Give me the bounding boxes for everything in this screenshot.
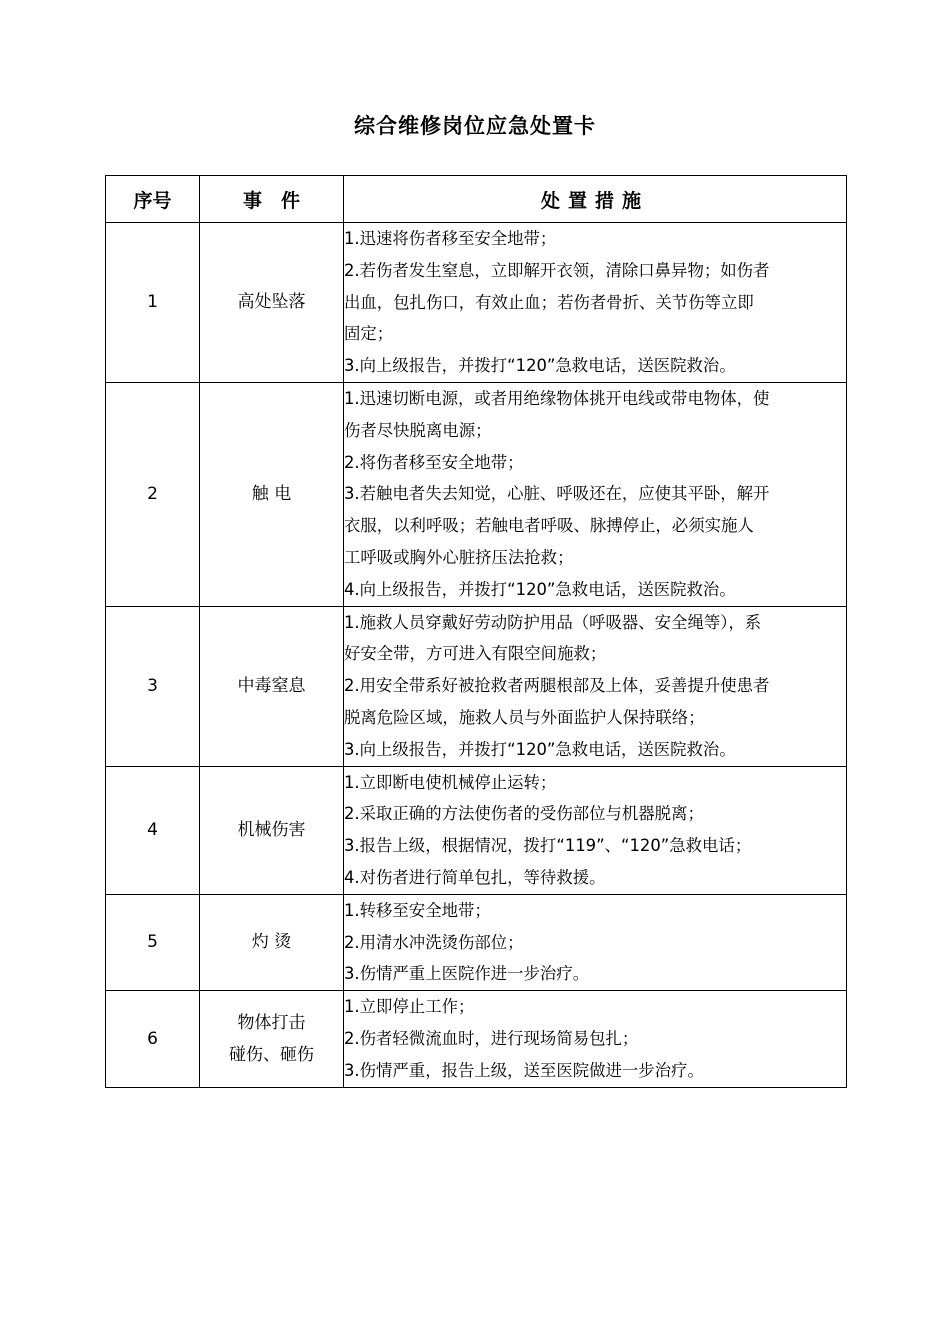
measure-line: 1.转移至安全地带； [344,900,491,920]
measure-line: 固定； [344,324,394,344]
measure-line: 1.立即停止工作； [344,997,475,1017]
row-measures [344,894,847,990]
measure-line: 3.向上级报告，并拨打“120”急救电话，送医院救治。 [344,739,736,759]
measure-line: 3.若触电者失去知觉，心脏、呼吸还在，应使其平卧，解开 [344,484,770,504]
measure-line: 1.迅速切断电源，或者用绝缘物体挑开电线或带电物体，使 [344,388,770,408]
header-measures: 处置措施 [344,176,847,223]
table-row [106,766,847,894]
measure-line: 3.伤情严重上医院作进一步治疗。 [344,964,590,984]
table-row [106,606,847,766]
measure-line: 衣服，以利呼吸；若触电者呼吸、脉搏停止，必须实施人 [344,516,754,536]
row-event [200,382,344,606]
row-num: 4 [106,766,200,894]
row-num: 3 [106,606,200,766]
event-label: 中毒窒息 [237,676,306,697]
measure-line: 1.立即断电使机械停止运转； [344,772,557,792]
measure-line: 2.伤者轻微流血时，进行现场简易包扎； [344,1028,639,1048]
measure-line: 2.采取正确的方法使伤者的受伤部位与机器脱离； [344,804,704,824]
row-measures [344,382,847,606]
table-row [106,991,847,1087]
row-event [200,766,344,894]
measure-line: 4.对伤者进行简单包扎，等待救援。 [344,867,606,887]
measure-line: 出血，包扎伤口，有效止血；若伤者骨折、关节伤等立即 [344,292,754,312]
measure-line: 2.若伤者发生窒息，立即解开衣领，清除口鼻异物；如伤者 [344,260,770,280]
measure-line: 工呼吸或胸外心脏挤压法抢救； [344,547,574,567]
header-num: 序号 [106,176,200,223]
measure-line: 4.向上级报告，并拨打“120”急救电话，送医院救治。 [344,579,736,599]
measure-line: 伤者尽快脱离电源； [344,420,492,440]
row-measures [344,223,847,383]
measure-line: 3.伤情严重，报告上级，送至医院做进一步治疗。 [344,1060,704,1080]
measure-line: 3.报告上级，根据情况，拨打“119”、“120”急救电话； [344,836,752,856]
row-measures [344,766,847,894]
event-label: 高处坠落 [237,292,306,313]
row-num: 2 [106,382,200,606]
measure-line: 1.施救人员穿戴好劳动防护用品（呼吸器、安全绳等），系 [344,612,762,632]
event-label: 灼 烫 [251,932,292,953]
table-row [106,223,847,383]
measure-line: 2.用安全带系好被抢救者两腿根部及上体，妥善提升使患者 [344,676,770,696]
measure-line: 2.将伤者移至安全地带； [344,452,524,472]
row-num: 1 [106,223,200,383]
row-event [200,606,344,766]
event-label: 触 电 [251,484,292,505]
row-num: 6 [106,991,200,1087]
header-event: 事 件 [200,176,344,223]
page-title: 综合维修岗位应急处置卡 [354,114,596,138]
measure-line: 好安全带，方可进入有限空间施救； [344,644,607,664]
row-measures [344,606,847,766]
event-label: 机械伤害 [237,820,306,841]
table-row [106,382,847,606]
measure-line: 2.用清水冲洗烫伤部位； [344,932,524,952]
row-num: 5 [106,894,200,990]
row-measures [344,991,847,1087]
row-event [200,991,344,1087]
measure-line: 脱离危险区域，施救人员与外面监护人保持联络； [344,707,705,727]
table-header-row [106,176,847,223]
event-label: 碰伤、砸伤 [229,1044,314,1065]
row-event [200,223,344,383]
emergency-card-table [105,175,847,1088]
table-row [106,894,847,990]
measure-line: 3.向上级报告，并拨打“120”急救电话，送医院救治。 [344,356,736,376]
row-event [200,894,344,990]
event-label: 物体打击 [237,1012,306,1033]
measure-line: 1.迅速将伤者移至安全地带； [344,229,557,248]
